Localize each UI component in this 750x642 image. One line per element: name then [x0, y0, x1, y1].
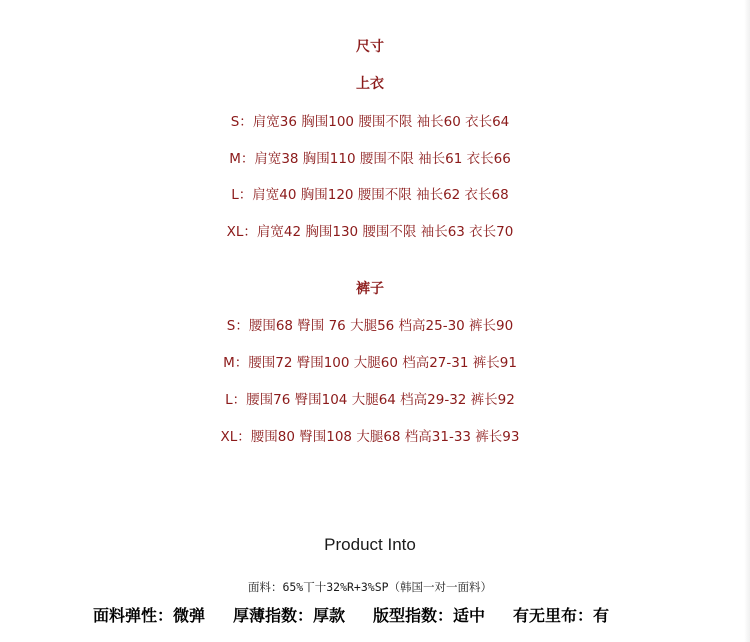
product-attributes: [93, 603, 609, 626]
pants-size-row-m: M：腰围72 臀围100 大腿60 档高27-31 裤长91: [223, 355, 517, 371]
product-info-title: Product Into: [324, 535, 416, 554]
top-size-row-m: M：肩宽38 胸围110 腰围不限 袖长61 衣长66: [229, 151, 511, 167]
page-edge-shadow: [744, 0, 750, 642]
attr-thickness: 厚薄指数：厚款: [233, 606, 346, 625]
pants-section-title: 裤子: [356, 281, 384, 297]
fabric-composition: 面料：65%丅十32%R+3%SP（韩国一对一面料）: [247, 580, 493, 594]
attr-elasticity: 面料弹性：微弹: [93, 606, 206, 625]
pants-size-row-xl: XL：腰围80 臀围108 大腿68 档高31-33 裤长93: [220, 429, 520, 445]
top-size-row-l: L：肩宽40 胸围120 腰围不限 袖长62 衣长68: [231, 187, 509, 203]
top-size-row-s: S：肩宽36 胸围100 腰围不限 袖长60 衣长64: [230, 114, 510, 130]
attr-fit: 版型指数：适中: [373, 606, 486, 625]
size-section-title: 尺寸: [356, 39, 384, 55]
top-size-row-xl: XL：肩宽42 胸围130 腰围不限 袖长63 衣长70: [226, 224, 514, 240]
pants-size-row-l: L：腰围76 臀围104 大腿64 档高29-32 裤长92: [225, 392, 515, 408]
attr-lining: 有无里布：有: [513, 606, 610, 625]
top-section-title: 上衣: [356, 76, 384, 92]
pants-size-row-s: S：腰围68 臀围 76 大腿56 档高25-30 裤长90: [226, 318, 514, 334]
